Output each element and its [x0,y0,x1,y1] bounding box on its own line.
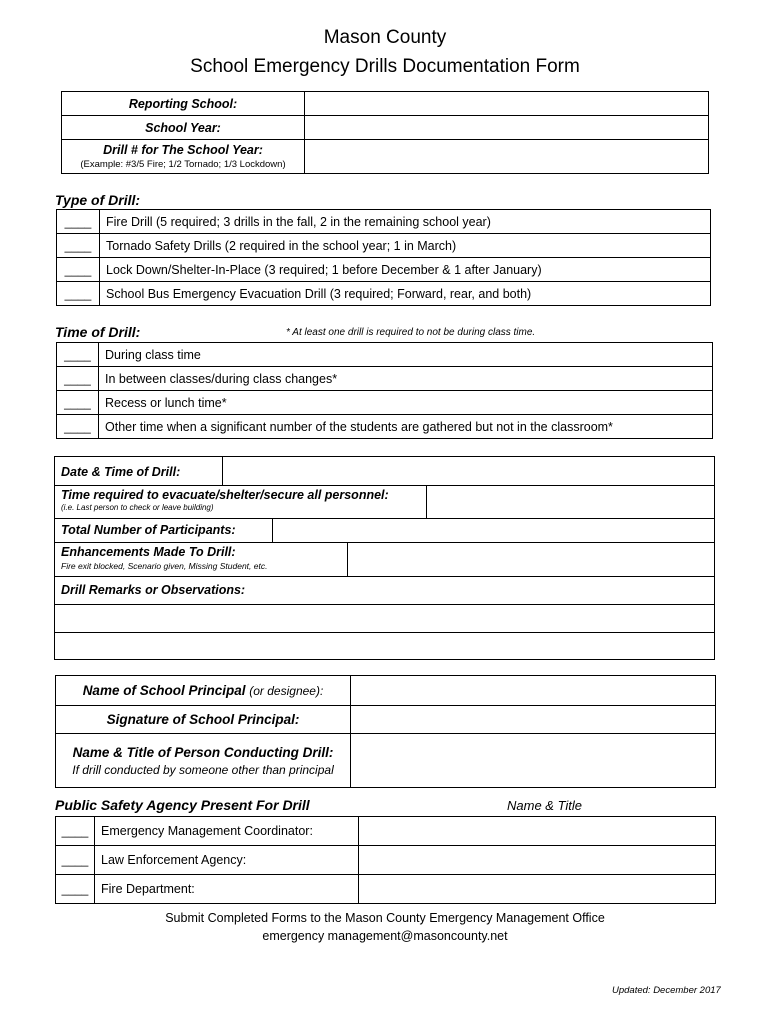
principal-signature-label: Signature of School Principal: [56,706,351,734]
enhancements-cell [61,545,267,571]
form-title: School Emergency Drills Documentation Form [190,56,580,77]
principal-signature-field[interactable] [351,706,716,734]
form-title-county: Mason County [323,27,447,48]
conductor-cell [56,734,351,788]
time-item-class: During class time [99,343,713,367]
agency-item-fire: Fire Department: [95,875,359,904]
time-of-drill-note: * At least one drill is required to not be during class time. [286,327,536,338]
agency-field-fire[interactable] [359,875,716,904]
time-of-drill-table [56,342,713,439]
updated-date: Updated: December 2017 [612,985,721,996]
principal-name-cell [56,676,351,706]
drill-number-example: (Example: #3/5 Fire; 1/2 Tornado; 1/3 Lockdown) [80,159,286,170]
time-blank-class[interactable]: ____ [57,343,99,367]
type-blank-tornado[interactable]: ____ [57,234,100,258]
time-blank-other[interactable]: ____ [57,415,99,439]
agency-blank-law[interactable]: ____ [56,846,95,875]
time-required-note: (i.e. Last person to check or leave building) [61,503,214,512]
time-required-field[interactable] [426,485,715,518]
time-item-between: In between classes/during class changes* [99,367,713,391]
date-time-field[interactable] [222,457,716,485]
time-blank-between[interactable]: ____ [57,367,99,391]
agency-field-emc[interactable] [359,817,716,846]
type-of-drill-table [56,209,711,306]
time-required-label: Time required to evacuate/shelter/secure all personnel: [61,488,389,502]
public-safety-table [55,816,716,904]
remarks-line-2[interactable] [55,633,714,659]
enhancements-label: Enhancements Made To Drill: [61,545,236,559]
enhancements-note: Fire exit blocked, Scenario given, Missing Student, etc. [61,561,268,571]
remarks-label: Drill Remarks or Observations: [61,583,246,597]
agency-blank-fire[interactable]: ____ [56,875,95,904]
conductor-field[interactable] [351,734,716,788]
type-of-drill-heading: Type of Drill: [55,192,141,208]
type-item-fire: Fire Drill (5 required; 3 drills in the fall, 2 in the remaining school year) [100,210,711,234]
reporting-school-label: Reporting School: [62,92,305,116]
name-title-label: Name & Title [507,798,583,813]
conductor-note: If drill conducted by someone other than principal [72,762,334,777]
conductor-label: Name & Title of Person Conducting Drill: [72,744,334,760]
school-info-table [61,91,709,174]
type-blank-lockdown[interactable]: ____ [57,258,100,282]
type-item-lockdown: Lock Down/Shelter-In-Place (3 required; 1 before December & 1 after January) [100,258,711,282]
time-required-cell [61,488,389,512]
time-item-recess: Recess or lunch time* [99,391,713,415]
drill-number-cell [62,140,305,174]
type-blank-fire[interactable]: ____ [57,210,100,234]
drill-number-label: Drill # for The School Year: [103,143,263,157]
time-blank-recess[interactable]: ____ [57,391,99,415]
principal-name-label: Name of School Principal [82,683,246,698]
time-item-other: Other time when a significant number of the students are gathered but not in the classroom* [99,415,713,439]
school-year-field[interactable] [305,116,709,140]
principal-name-field[interactable] [351,676,716,706]
principal-table [55,675,716,788]
agency-item-emc: Emergency Management Coordinator: [95,817,359,846]
drill-number-field[interactable] [305,140,709,174]
remarks-line-1[interactable] [55,605,714,631]
participants-label: Total Number of Participants: [61,523,236,537]
agency-item-law: Law Enforcement Agency: [95,846,359,875]
participants-field[interactable] [272,518,715,542]
principal-name-suffix: (or designee): [249,684,324,698]
drill-details-box [54,456,715,660]
enhancements-field[interactable] [347,542,715,576]
type-blank-bus[interactable]: ____ [57,282,100,306]
type-item-bus: School Bus Emergency Evacuation Drill (3 required; Forward, rear, and both) [100,282,711,306]
agency-field-law[interactable] [359,846,716,875]
school-year-label: School Year: [62,116,305,140]
agency-blank-emc[interactable]: ____ [56,817,95,846]
divider [55,576,714,577]
type-item-tornado: Tornado Safety Drills (2 required in the school year; 1 in March) [100,234,711,258]
date-time-label: Date & Time of Drill: [61,465,181,479]
reporting-school-field[interactable] [305,92,709,116]
public-safety-heading: Public Safety Agency Present For Drill [55,797,310,813]
time-of-drill-heading: Time of Drill: [55,324,141,340]
submit-instructions: Submit Completed Forms to the Mason County Emergency Management Office [165,911,605,925]
submit-email: emergency management@masoncounty.net [262,929,508,943]
